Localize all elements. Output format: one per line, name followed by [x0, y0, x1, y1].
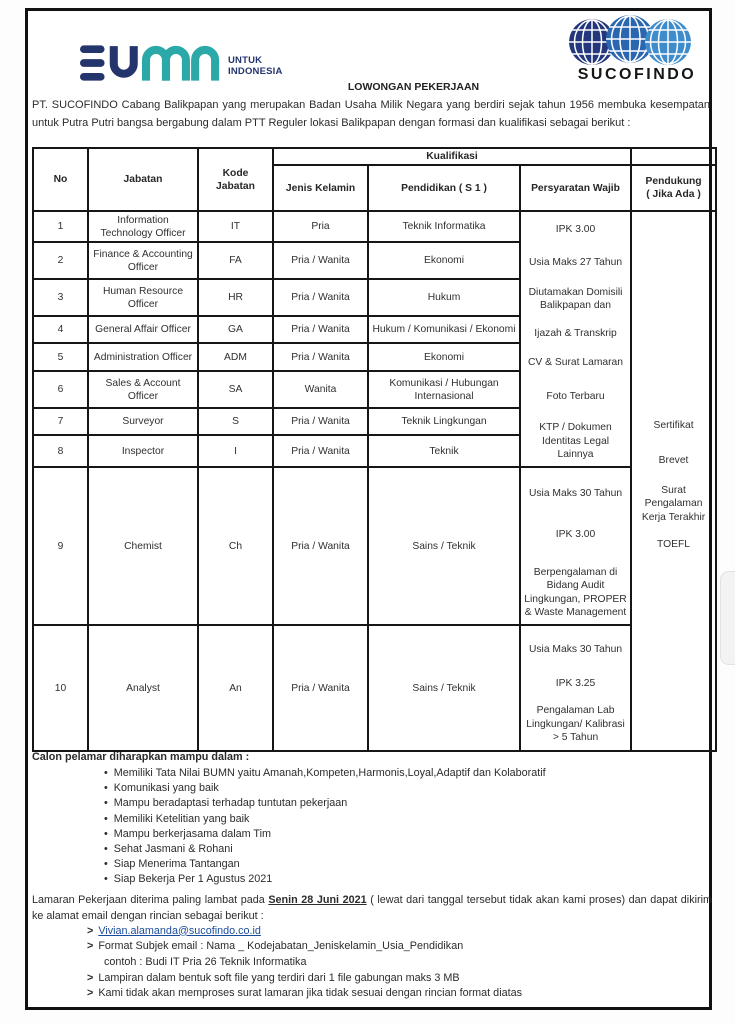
email-link[interactable]: Vivian.alamanda@sucofindo.co.id — [98, 924, 261, 937]
deadline-date: Senin 28 Juni 2021 — [268, 893, 367, 906]
format-example-line: contoh : Budi IT Pria 26 Teknik Informatika — [104, 956, 307, 969]
arrow-icon: > — [87, 987, 94, 1000]
table-row: 10 Analyst An Pria / Wanita Sains / Teknik Usia Maks 30 Tahun IPK 3.25 Pengalaman Lab Lingkungan/ Kalibrasi > 5 Tahun — [33, 625, 716, 751]
bumn-tagline-line2: INDONESIA — [228, 65, 283, 77]
col-header-persyaratan: Persyaratan Wajib — [520, 165, 631, 211]
table-row: 9 Chemist Ch Pria / Wanita Sains / Teknik Usia Maks 30 Tahun IPK 3.00 Berpengalaman di Bidang Audit Lingkungan, PROPER & Waste Management — [33, 467, 716, 625]
table-row: 1 Information Technology Officer IT Pria Teknik Informatika IPK 3.00 Usia Maks 27 Tahun Diutamakan Domisili Balikpapan dan Ijazah & Transkrip CV & Surat Lamaran Foto Terbaru KTP / Dokumen Identitas Legal Lainnya Sertifikat Brevet Surat Pengalaman Kerja Terakhir TOEFL — [33, 211, 716, 242]
deadline-paragraph: Lamaran Pekerjaan diterima paling lambat pada Senin 28 Juni 2021 ( lewat dari tanggal tersebut tidak akan kami proses) dan dapat dikirim ke alamat email dengan rincian sebagai berikut : — [32, 893, 712, 922]
table-row: 3 Human Resource Officer HR Pria / Wanita Hukum — [33, 279, 716, 316]
table-header-row-1 — [33, 148, 716, 165]
list-item: • Sehat Jasmani & Rohani — [104, 843, 233, 856]
list-item — [32, 924, 712, 940]
bullet-icon: • — [104, 873, 108, 886]
table-row: 2 Finance & Accounting Officer FA Pria / Wanita Ekonomi — [33, 242, 716, 279]
document-page — [25, 8, 712, 1010]
list-item: • Mampu berkerjasama dalam Tim — [104, 827, 271, 840]
list-item: • Siap Bekerja Per 1 Agustus 2021 — [104, 873, 273, 886]
scrollbar-thumb[interactable] — [720, 571, 735, 665]
bullet-icon: • — [104, 767, 108, 779]
list-item: • Memiliki Tata Nilai BUMN yaitu Amanah,Kompeten,Harmonis,Loyal,Adaptif dan Kolaboratif — [104, 767, 546, 779]
bumn-tagline — [228, 56, 283, 77]
bullet-icon: • — [104, 827, 108, 840]
col-header-kualifikasi: Kualifikasi — [273, 148, 631, 165]
persyaratan-row10-cell: Usia Maks 30 Tahun IPK 3.25 Pengalaman Lab Lingkungan/ Kalibrasi > 5 Tahun — [520, 625, 631, 751]
col-header-no: No — [33, 148, 88, 211]
col-header-pendukung-spacer — [631, 148, 716, 165]
table-row: 8 Inspector I Pria / Wanita Teknik — [33, 435, 716, 467]
table-row: 6 Sales & Account Officer SA Wanita Komunikasi / Hubungan Internasional — [33, 371, 716, 408]
col-header-pendukung: Pendukung ( Jika Ada ) — [631, 165, 716, 211]
list-item: > Kami tidak akan memproses surat lamaran jika tidak sesuai dengan rincian format diatas — [87, 987, 522, 1000]
list-item: • Komunikasi yang baik — [104, 782, 219, 795]
bullet-icon: • — [104, 858, 108, 871]
bullet-icon: • — [104, 782, 108, 795]
list-item: • Siap Menerima Tantangan — [104, 858, 240, 871]
sucofindo-globes-icon — [564, 15, 704, 67]
bullet-icon: • — [104, 797, 108, 810]
bullet-icon: • — [104, 843, 108, 856]
persyaratan-shared-cell: IPK 3.00 Usia Maks 27 Tahun Diutamakan Domisili Balikpapan dan Ijazah & Transkrip CV & Surat Lamaran Foto Terbaru KTP / Dokumen Identitas Legal Lainnya — [520, 211, 631, 467]
table-row: 4 General Affair Officer GA Pria / Wanita Hukum / Komunikasi / Ekonomi — [33, 316, 716, 343]
col-header-kode-jabatan: Kode Jabatan — [198, 148, 273, 211]
list-item: > Lampiran dalam bentuk soft file yang terdiri dari 1 file gabungan maks 3 MB — [87, 971, 460, 984]
sucofindo-wordmark: SUCOFINDO — [577, 66, 697, 83]
table-row: 7 Surveyor S Pria / Wanita Teknik Lingkungan — [33, 408, 716, 435]
bullet-icon: • — [104, 812, 108, 825]
col-header-jenis-kelamin: Jenis Kelamin — [273, 165, 368, 211]
footer-section — [32, 751, 712, 1002]
arrow-icon: > — [87, 940, 94, 953]
list-item: • Memiliki Ketelitian yang baik — [104, 812, 250, 825]
list-item: • Mampu beradaptasi terhadap tuntutan pekerjaan — [104, 797, 348, 810]
col-header-jabatan: Jabatan — [88, 148, 198, 211]
requirements-heading: Calon pelamar diharapkan mampu dalam : — [32, 751, 250, 763]
intro-paragraph: PT. SUCOFINDO Cabang Balikpapan yang merupakan Badan Usaha Milik Negara yang berdiri sejak tahun 1956 membuka kesempatan untuk Putra Putri bangsa bergabung dalam PTT Reguler lokasi Balikpapan dengan formasi dan kualifikasi sebagai berikut : — [32, 99, 710, 129]
arrow-icon: > — [87, 971, 94, 984]
page-title: LOWONGAN PEKERJAAN — [347, 81, 480, 93]
list-item: > Format Subjek email : Nama _ Kodejabatan_Jeniskelamin_Usia_Pendidikan — [87, 940, 464, 953]
persyaratan-row9-cell: Usia Maks 30 Tahun IPK 3.00 Berpengalaman di Bidang Audit Lingkungan, PROPER & Waste Management — [520, 467, 631, 625]
bumn-logo-icon — [80, 43, 222, 83]
col-header-pendidikan: Pendidikan ( S 1 ) — [368, 165, 520, 211]
arrow-icon: > — [87, 924, 94, 937]
table-row: 5 Administration Officer ADM Pria / Wanita Ekonomi — [33, 343, 716, 371]
bumn-tagline-line1: UNTUK — [228, 55, 263, 66]
vacancy-table — [32, 147, 717, 752]
pendukung-shared-cell: Sertifikat Brevet Surat Pengalaman Kerja Terakhir TOEFL — [631, 211, 716, 751]
